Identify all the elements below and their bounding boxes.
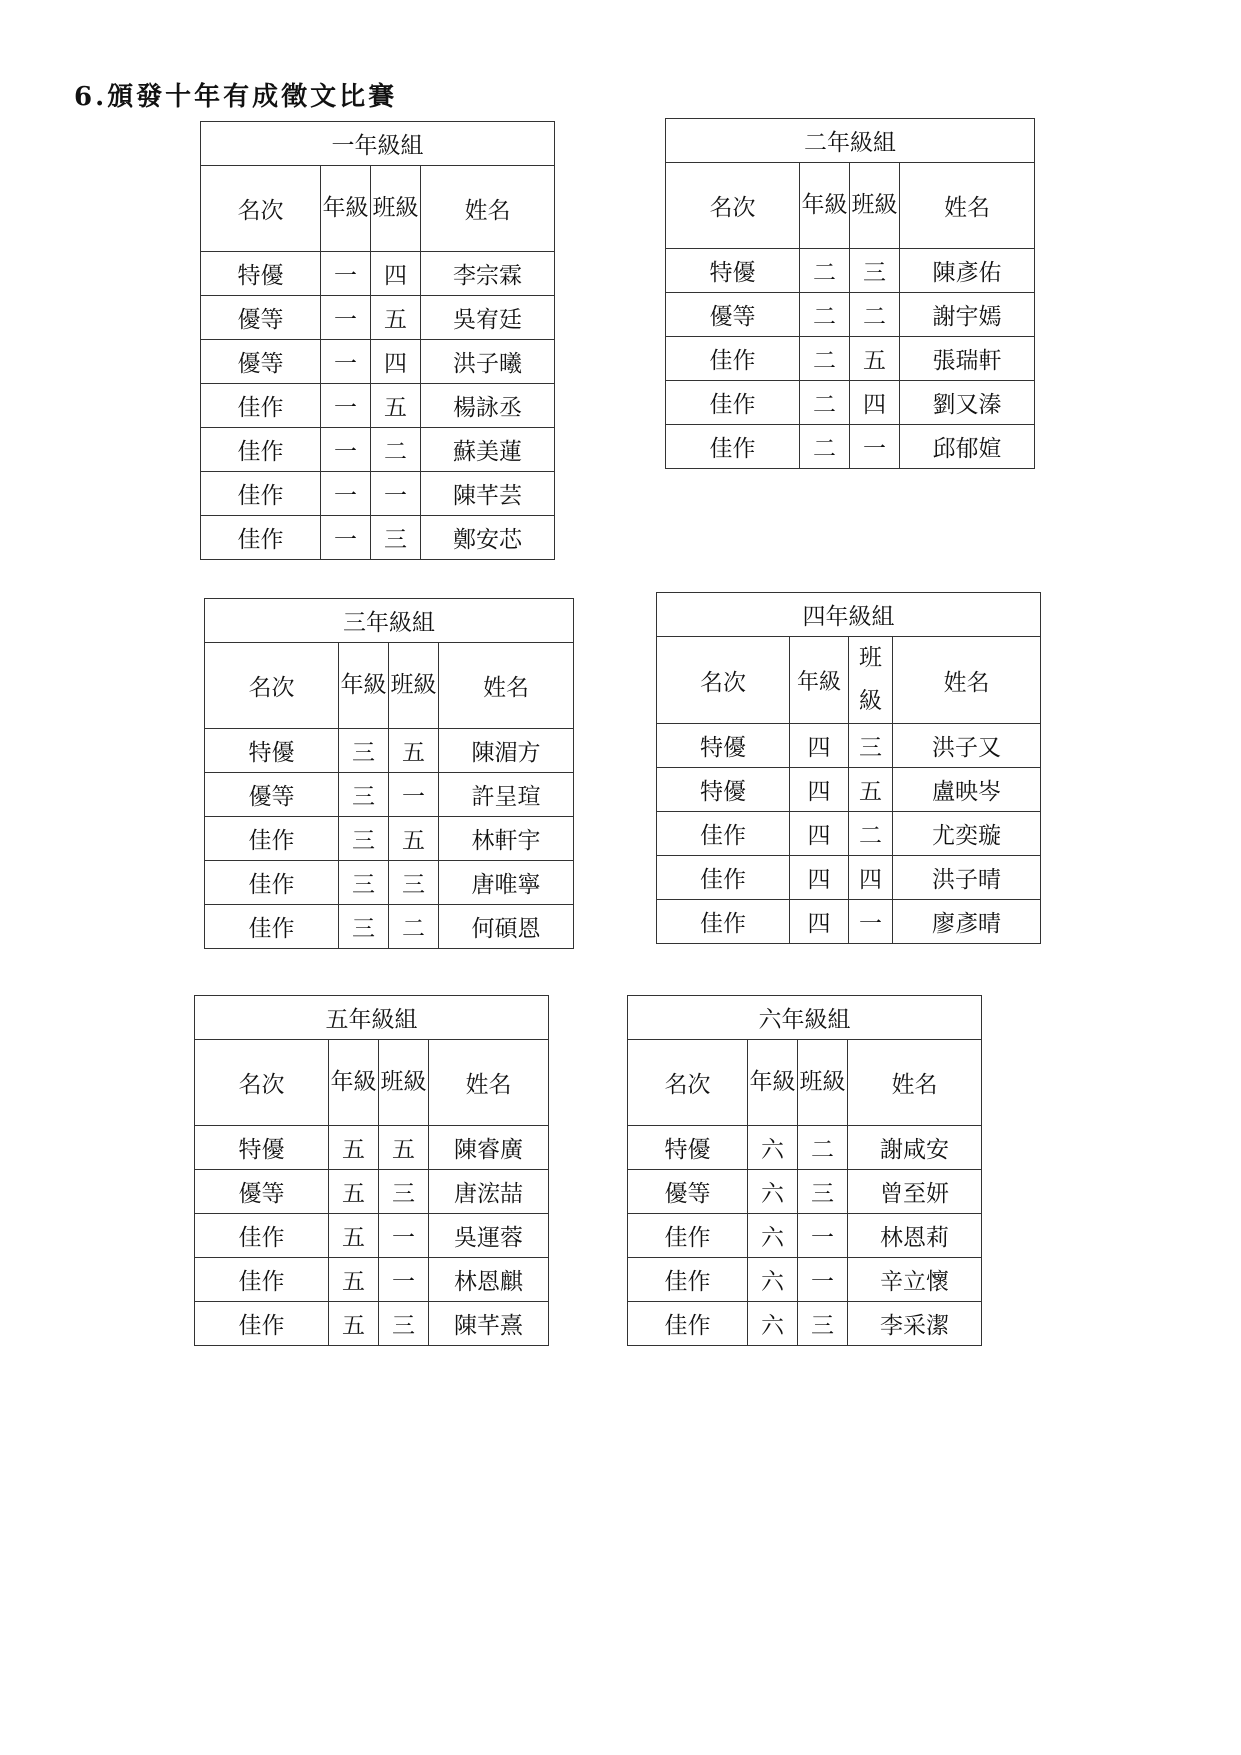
grade-cell: 四 bbox=[790, 812, 849, 856]
table-row bbox=[205, 729, 574, 773]
table-row bbox=[201, 516, 555, 560]
grade-header: 年級 bbox=[321, 166, 371, 252]
class-cell: 三 bbox=[850, 249, 900, 293]
grade-cell: 三 bbox=[339, 729, 389, 773]
class-cell: 四 bbox=[371, 340, 421, 384]
table-title: 四年級組 bbox=[657, 593, 1041, 637]
name-cell: 林恩莉 bbox=[848, 1214, 982, 1258]
rank-header: 名次 bbox=[666, 163, 800, 249]
grade-cell: 四 bbox=[790, 724, 849, 768]
class-cell: 四 bbox=[849, 856, 893, 900]
rank-cell: 佳作 bbox=[666, 381, 800, 425]
award-table-grade-6 bbox=[627, 995, 982, 1346]
table-row bbox=[657, 812, 1041, 856]
rank-cell: 優等 bbox=[205, 773, 339, 817]
table-row bbox=[666, 381, 1035, 425]
name-cell: 洪子又 bbox=[893, 724, 1041, 768]
table-row bbox=[205, 861, 574, 905]
rank-cell: 佳作 bbox=[666, 337, 800, 381]
rank-cell: 特優 bbox=[657, 768, 790, 812]
table-row bbox=[201, 340, 555, 384]
rank-header: 名次 bbox=[201, 166, 321, 252]
rank-cell: 優等 bbox=[201, 296, 321, 340]
name-cell: 鄭安芯 bbox=[421, 516, 555, 560]
grade-cell: 五 bbox=[329, 1170, 379, 1214]
class-cell: 一 bbox=[379, 1258, 429, 1302]
class-header: 班級 bbox=[371, 166, 421, 252]
name-header: 姓名 bbox=[429, 1040, 549, 1126]
rank-cell: 佳作 bbox=[666, 425, 800, 469]
grade-cell: 一 bbox=[321, 296, 371, 340]
name-cell: 李宗霖 bbox=[421, 252, 555, 296]
rank-cell: 佳作 bbox=[205, 905, 339, 949]
grade-cell: 三 bbox=[339, 817, 389, 861]
name-cell: 林恩麒 bbox=[429, 1258, 549, 1302]
class-cell: 一 bbox=[379, 1214, 429, 1258]
table-row bbox=[195, 1126, 549, 1170]
class-cell: 二 bbox=[371, 428, 421, 472]
rank-cell: 優等 bbox=[195, 1170, 329, 1214]
name-cell: 許呈瑄 bbox=[439, 773, 574, 817]
class-cell: 三 bbox=[379, 1302, 429, 1346]
class-cell: 四 bbox=[371, 252, 421, 296]
grade-header: 年級 bbox=[748, 1040, 798, 1126]
name-cell: 林軒宇 bbox=[439, 817, 574, 861]
rank-cell: 優等 bbox=[201, 340, 321, 384]
grade-cell: 六 bbox=[748, 1126, 798, 1170]
table-row bbox=[628, 1126, 982, 1170]
table-row bbox=[628, 1214, 982, 1258]
rank-cell: 佳作 bbox=[201, 428, 321, 472]
rank-cell: 佳作 bbox=[657, 856, 790, 900]
rank-header: 名次 bbox=[628, 1040, 748, 1126]
table-row bbox=[657, 856, 1041, 900]
grade-header: 年級 bbox=[800, 163, 850, 249]
table-row bbox=[628, 1302, 982, 1346]
table-title: 一年級組 bbox=[201, 122, 555, 166]
header-row bbox=[195, 1040, 549, 1126]
table-row bbox=[201, 252, 555, 296]
rank-cell: 特優 bbox=[628, 1126, 748, 1170]
name-cell: 吳運蓉 bbox=[429, 1214, 549, 1258]
name-cell: 辛立懷 bbox=[848, 1258, 982, 1302]
rank-cell: 佳作 bbox=[628, 1258, 748, 1302]
table-row bbox=[666, 249, 1035, 293]
table-row bbox=[201, 472, 555, 516]
name-cell: 謝宇嫣 bbox=[900, 293, 1035, 337]
rank-cell: 佳作 bbox=[205, 817, 339, 861]
class-cell: 三 bbox=[798, 1170, 848, 1214]
grade-header: 年級 bbox=[339, 643, 389, 729]
name-header: 姓名 bbox=[421, 166, 555, 252]
award-table-grade-1 bbox=[200, 121, 555, 560]
class-cell: 一 bbox=[798, 1214, 848, 1258]
name-cell: 吳宥廷 bbox=[421, 296, 555, 340]
class-cell: 一 bbox=[849, 900, 893, 944]
table-row bbox=[205, 905, 574, 949]
class-cell: 五 bbox=[389, 817, 439, 861]
class-cell: 三 bbox=[379, 1170, 429, 1214]
class-cell: 一 bbox=[371, 472, 421, 516]
class-cell: 二 bbox=[849, 812, 893, 856]
table-row bbox=[657, 900, 1041, 944]
name-cell: 謝咸安 bbox=[848, 1126, 982, 1170]
name-cell: 何碩恩 bbox=[439, 905, 574, 949]
name-cell: 李采潔 bbox=[848, 1302, 982, 1346]
name-header: 姓名 bbox=[893, 637, 1041, 724]
table-row bbox=[666, 293, 1035, 337]
class-cell: 五 bbox=[379, 1126, 429, 1170]
grade-cell: 一 bbox=[321, 384, 371, 428]
class-cell: 三 bbox=[798, 1302, 848, 1346]
name-cell: 張瑞軒 bbox=[900, 337, 1035, 381]
class-cell: 二 bbox=[850, 293, 900, 337]
grade-cell: 三 bbox=[339, 861, 389, 905]
name-cell: 邱郁媗 bbox=[900, 425, 1035, 469]
rank-cell: 佳作 bbox=[628, 1214, 748, 1258]
rank-cell: 優等 bbox=[666, 293, 800, 337]
table-row bbox=[205, 773, 574, 817]
class-header: 班級 bbox=[389, 643, 439, 729]
award-table-grade-4 bbox=[656, 592, 1041, 944]
rank-header: 名次 bbox=[657, 637, 790, 724]
class-cell: 二 bbox=[389, 905, 439, 949]
name-cell: 唐浤喆 bbox=[429, 1170, 549, 1214]
page-heading: 6.頒發十年有成徵文比賽 bbox=[74, 82, 398, 112]
rank-cell: 特優 bbox=[201, 252, 321, 296]
table-title: 五年級組 bbox=[195, 996, 549, 1040]
name-cell: 陳芊熹 bbox=[429, 1302, 549, 1346]
rank-cell: 佳作 bbox=[201, 384, 321, 428]
rank-header: 名次 bbox=[195, 1040, 329, 1126]
rank-header: 名次 bbox=[205, 643, 339, 729]
grade-cell: 二 bbox=[800, 249, 850, 293]
table-title: 二年級組 bbox=[666, 119, 1035, 163]
name-cell: 洪子曦 bbox=[421, 340, 555, 384]
grade-cell: 六 bbox=[748, 1302, 798, 1346]
table-title: 三年級組 bbox=[205, 599, 574, 643]
class-header: 班級 bbox=[849, 637, 893, 724]
table-row bbox=[195, 1170, 549, 1214]
grade-cell: 一 bbox=[321, 428, 371, 472]
award-table-grade-3 bbox=[204, 598, 574, 949]
grade-cell: 五 bbox=[329, 1126, 379, 1170]
rank-cell: 特優 bbox=[666, 249, 800, 293]
name-cell: 楊詠丞 bbox=[421, 384, 555, 428]
class-header: 班級 bbox=[850, 163, 900, 249]
table-row bbox=[205, 817, 574, 861]
name-cell: 陳睿廣 bbox=[429, 1126, 549, 1170]
header-row bbox=[205, 643, 574, 729]
class-cell: 二 bbox=[798, 1126, 848, 1170]
table-row bbox=[666, 337, 1035, 381]
class-cell: 五 bbox=[850, 337, 900, 381]
class-header: 班級 bbox=[379, 1040, 429, 1126]
rank-cell: 特優 bbox=[657, 724, 790, 768]
grade-cell: 五 bbox=[329, 1214, 379, 1258]
name-cell: 陳彥佑 bbox=[900, 249, 1035, 293]
rank-cell: 佳作 bbox=[657, 812, 790, 856]
class-header: 班級 bbox=[798, 1040, 848, 1126]
class-cell: 三 bbox=[849, 724, 893, 768]
grade-cell: 六 bbox=[748, 1214, 798, 1258]
name-header: 姓名 bbox=[439, 643, 574, 729]
table-row bbox=[201, 384, 555, 428]
grade-cell: 四 bbox=[790, 768, 849, 812]
header-row bbox=[201, 166, 555, 252]
grade-cell: 五 bbox=[329, 1302, 379, 1346]
class-cell: 五 bbox=[371, 384, 421, 428]
grade-cell: 二 bbox=[800, 293, 850, 337]
rank-cell: 特優 bbox=[205, 729, 339, 773]
grade-cell: 四 bbox=[790, 900, 849, 944]
class-cell: 五 bbox=[849, 768, 893, 812]
rank-cell: 佳作 bbox=[201, 516, 321, 560]
table-row bbox=[666, 425, 1035, 469]
grade-header: 年級 bbox=[790, 637, 849, 724]
name-cell: 曾至妍 bbox=[848, 1170, 982, 1214]
name-cell: 盧映岑 bbox=[893, 768, 1041, 812]
grade-cell: 二 bbox=[800, 425, 850, 469]
rank-cell: 佳作 bbox=[195, 1302, 329, 1346]
name-cell: 蘇美蓮 bbox=[421, 428, 555, 472]
table-row bbox=[657, 768, 1041, 812]
rank-cell: 佳作 bbox=[205, 861, 339, 905]
table-title: 六年級組 bbox=[628, 996, 982, 1040]
rank-cell: 特優 bbox=[195, 1126, 329, 1170]
award-table-grade-2 bbox=[665, 118, 1035, 469]
table-row bbox=[628, 1170, 982, 1214]
name-cell: 陳湄方 bbox=[439, 729, 574, 773]
rank-cell: 佳作 bbox=[657, 900, 790, 944]
rank-cell: 佳作 bbox=[195, 1214, 329, 1258]
class-cell: 一 bbox=[389, 773, 439, 817]
name-cell: 廖彥晴 bbox=[893, 900, 1041, 944]
class-cell: 三 bbox=[389, 861, 439, 905]
table-row bbox=[201, 296, 555, 340]
class-cell: 一 bbox=[850, 425, 900, 469]
table-row bbox=[201, 428, 555, 472]
grade-cell: 六 bbox=[748, 1258, 798, 1302]
name-header: 姓名 bbox=[848, 1040, 982, 1126]
table-row bbox=[195, 1302, 549, 1346]
grade-cell: 六 bbox=[748, 1170, 798, 1214]
header-row bbox=[666, 163, 1035, 249]
award-table-grade-5 bbox=[194, 995, 549, 1346]
grade-cell: 二 bbox=[800, 381, 850, 425]
class-cell: 五 bbox=[389, 729, 439, 773]
table-row bbox=[195, 1214, 549, 1258]
rank-cell: 佳作 bbox=[195, 1258, 329, 1302]
name-cell: 尤奕璇 bbox=[893, 812, 1041, 856]
rank-cell: 佳作 bbox=[628, 1302, 748, 1346]
grade-cell: 一 bbox=[321, 472, 371, 516]
grade-cell: 二 bbox=[800, 337, 850, 381]
grade-cell: 一 bbox=[321, 340, 371, 384]
name-cell: 劉又溱 bbox=[900, 381, 1035, 425]
grade-cell: 五 bbox=[329, 1258, 379, 1302]
grade-cell: 一 bbox=[321, 252, 371, 296]
grade-header: 年級 bbox=[329, 1040, 379, 1126]
grade-cell: 三 bbox=[339, 773, 389, 817]
header-row bbox=[657, 637, 1041, 724]
grade-cell: 一 bbox=[321, 516, 371, 560]
grade-cell: 三 bbox=[339, 905, 389, 949]
header-row bbox=[628, 1040, 982, 1126]
name-header: 姓名 bbox=[900, 163, 1035, 249]
class-cell: 三 bbox=[371, 516, 421, 560]
table-row bbox=[195, 1258, 549, 1302]
name-cell: 唐唯寧 bbox=[439, 861, 574, 905]
class-cell: 四 bbox=[850, 381, 900, 425]
table-row bbox=[657, 724, 1041, 768]
rank-cell: 優等 bbox=[628, 1170, 748, 1214]
table-row bbox=[628, 1258, 982, 1302]
class-cell: 一 bbox=[798, 1258, 848, 1302]
name-cell: 陳芊芸 bbox=[421, 472, 555, 516]
name-cell: 洪子晴 bbox=[893, 856, 1041, 900]
grade-cell: 四 bbox=[790, 856, 849, 900]
class-cell: 五 bbox=[371, 296, 421, 340]
rank-cell: 佳作 bbox=[201, 472, 321, 516]
